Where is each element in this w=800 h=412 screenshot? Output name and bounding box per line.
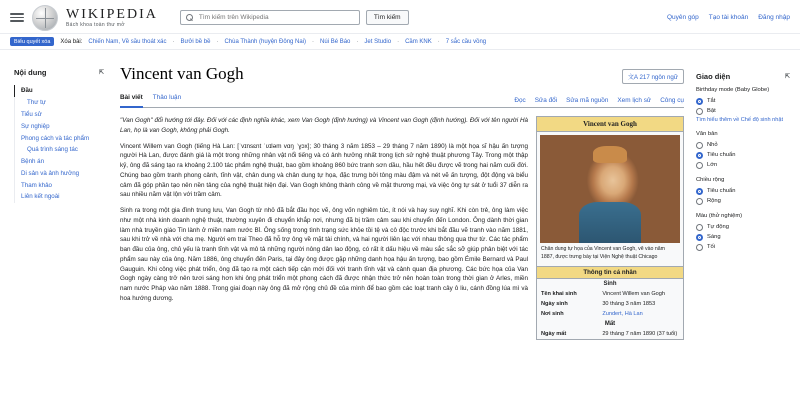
option-birthday-on[interactable] <box>696 106 790 116</box>
infobox-group-mat: Mất <box>604 320 616 327</box>
appearance-title: Giao diện <box>696 72 731 81</box>
toc-item-thutu[interactable]: Thư tự <box>14 97 104 109</box>
infobox-section-header: Thông tin cá nhân <box>537 266 683 279</box>
group-label: Birthday mode (Baby Globe) <box>696 87 770 93</box>
radio-icon[interactable] <box>696 108 703 115</box>
van-gogh-self-portrait <box>540 135 680 243</box>
article-tabs <box>120 94 684 108</box>
donate-link[interactable]: Quyên góp <box>666 14 699 21</box>
main-menu-icon[interactable] <box>10 13 24 22</box>
infobox-row <box>537 329 683 339</box>
option-label: Lớn <box>707 162 718 169</box>
option-label: Tự động <box>707 224 729 231</box>
infobox-label: Tên khai sinh <box>541 290 577 297</box>
article-body <box>120 116 684 340</box>
toc-item-benhan[interactable]: Bệnh án <box>14 156 104 168</box>
article-prose <box>120 116 528 340</box>
appearance-panel <box>692 50 800 259</box>
notice-item[interactable]: Cầm KNK <box>405 38 432 45</box>
toc-item-quatrinh[interactable]: Quá trình sáng tác <box>14 144 104 156</box>
notice-prefix: Xóa bài: <box>60 38 83 45</box>
option-color-dark[interactable] <box>696 242 790 252</box>
search-box[interactable] <box>180 10 360 25</box>
option-label: Nhỏ <box>707 142 718 149</box>
option-text-standard[interactable] <box>696 150 790 160</box>
infobox-table-mat <box>537 329 683 339</box>
radio-icon[interactable] <box>696 142 703 149</box>
infobox-row <box>537 309 683 319</box>
notice-item[interactable]: Núi Bé Báo <box>320 38 351 45</box>
action-edit-source[interactable]: Sửa mã nguồn <box>566 97 609 104</box>
group-label: Văn bản <box>696 131 718 138</box>
birthday-learn-more-link[interactable]: Tìm hiểu thêm về Chế độ sinh nhật <box>696 117 784 123</box>
tab-talk[interactable]: Thảo luận <box>152 94 182 101</box>
infobox <box>536 116 684 340</box>
infobox-label: Ngày mất <box>541 330 567 337</box>
site-header <box>0 0 800 34</box>
option-width-standard[interactable] <box>696 186 790 196</box>
toc-item-sunghiep[interactable]: Sự nghiệp <box>14 120 104 132</box>
toc-list <box>14 85 104 203</box>
appearance-group-birthday <box>696 87 790 124</box>
table-of-contents <box>0 50 112 203</box>
notice-item[interactable]: Jet Studio <box>364 38 392 45</box>
infobox-group-sinh: Sinh <box>603 280 617 287</box>
create-account-link[interactable]: Tạo tài khoản <box>708 14 749 21</box>
page-title: Vincent van Gogh <box>120 64 244 83</box>
group-label: Chiều rộng <box>696 177 725 184</box>
infobox-value <box>598 309 683 319</box>
radio-icon[interactable] <box>696 234 703 241</box>
wikipedia-globe-icon[interactable] <box>32 5 58 31</box>
action-tools[interactable]: Công cụ <box>660 97 684 104</box>
tabs-left <box>120 94 181 104</box>
toc-item-tieusu[interactable]: Tiểu sử <box>14 109 104 121</box>
radio-icon[interactable] <box>696 224 703 231</box>
login-link[interactable]: Đăng nhập <box>758 14 790 21</box>
second-paragraph: Sinh ra trong một gia đình trung lưu, Van Gogh từ nhỏ đã bắt đầu học vẽ, ông vốn nghiêm túc, ít nói và hay suy nghĩ. Khi còn trẻ, ông làm việc như một nhà kinh doanh nghệ thuật, thường xuyên đi chuyển khắp nơi, nhưng đã bị trầm cảm sau khi chuyển đến London. Ông dành thời gian làm nhà truyền giáo Tin lành ở miền nam nước Bỉ. Ông sống trong tình trạng sức khỏe tồi tệ và cô độc trước khi bắt đầu vẽ tranh vào năm 1881, sau khi trở về nhà với cha mẹ. Người em trai Theo đã hỗ trợ ông về mặt tài chính, và hai người liên lạc với nhau thông qua thư từ. Các tác phẩm ban đầu của ông, chủ yếu là tranh tĩnh vật và mô tả những người nông dân lao động, có rất ít dấu hiệu về màu sắc sắc sỡ giúp phân biệt với tác phẩm sau này của ông. Năm 1886, ông chuyển đến Paris, tại đây ông được gặp những danh họa hậu ấn tượng, bao gồm Émile Bernard và Paul Gauguin. Khi công việc phát triển, ông đã tạo ra một cách tiếp cận mới đối với tranh tĩnh vật và cảnh quan địa phương. Các bức họa của Van Gogh ngày càng trở nên tươi sáng hơn khi ông phát triển một phong cách đã được nhận thức trở nên hoàn toàn trong thời gian ở Arles, miền nam nước Pháp vào năm 1888. Trong giai đoạn này ông đã mở rộng chủ đề của mình để bao gồm các loạt tranh cây ô liu, cánh đồng lúa mì và hoa hướng dương. <box>120 207 528 302</box>
infobox-row <box>537 289 683 299</box>
action-edit[interactable]: Sửa đổi <box>534 97 558 104</box>
notice-item[interactable]: 7 sắc cầu vồng <box>445 38 487 45</box>
radio-icon[interactable] <box>696 198 703 205</box>
search-button[interactable]: Tìm kiếm <box>366 10 409 25</box>
infobox-title: Vincent van Gogh <box>537 117 683 132</box>
toc-item-lienket[interactable]: Liên kết ngoài <box>14 191 104 203</box>
notice-badge[interactable]: Biểu quyết xóa <box>10 37 54 46</box>
radio-icon[interactable] <box>696 188 703 195</box>
option-label: Bật <box>707 108 716 114</box>
search-icon <box>186 14 193 21</box>
toc-item-thamkhao[interactable]: Tham khảo <box>14 179 104 191</box>
wordmark-tagline: Bách khoa toàn thư mở <box>66 21 125 28</box>
appearance-group-color <box>696 213 790 252</box>
notice-item[interactable]: Chùa Thành (huyện Đông Nai) <box>224 38 307 45</box>
deletion-notice-bar: Biểu quyết xóa Xóa bài: Chiến Nam, Về sầu thoát xác · Bưởi bề bề · Chùa Thành (huyện Đông Nai) · Núi Bé Báo · Jet Studio · Cầm KNK · 7 sắc cầu vồng <box>0 34 800 50</box>
tab-article[interactable]: Bài viết <box>120 94 143 108</box>
appearance-group-width <box>696 177 790 206</box>
infobox-row <box>537 299 683 309</box>
option-label: Tối <box>707 244 716 251</box>
toc-item-phongcach[interactable]: Phong cách và tác phẩm <box>14 132 104 144</box>
page-layout <box>0 50 800 340</box>
option-text-small[interactable] <box>696 140 790 150</box>
appearance-header <box>696 72 790 81</box>
wikipedia-wordmark[interactable] <box>66 8 158 28</box>
option-color-auto[interactable] <box>696 222 790 232</box>
option-color-light[interactable] <box>696 232 790 242</box>
hatnote: "Van Gogh" đổi hướng tới đây. Đối với các định nghĩa khác, xem Van Gogh (định hướng) và Vincent van Gogh (định hướng). Đối với tên người Hà Lan, họ là van Gogh, không phải Gogh. <box>120 117 528 134</box>
radio-icon[interactable] <box>696 244 703 251</box>
option-label: Sáng <box>707 234 721 241</box>
infobox-value: 29 tháng 7 năm 1890 (37 tuổi) <box>602 330 678 337</box>
option-width-wide[interactable] <box>696 196 790 206</box>
pin-icon[interactable]: ⇱ <box>98 70 104 76</box>
action-history[interactable]: Xem lịch sử <box>617 97 652 104</box>
option-label: Rộng <box>707 198 721 205</box>
notice-item[interactable]: Bưởi bề bề <box>180 38 211 45</box>
article-content <box>112 50 692 340</box>
option-birthday-off[interactable] <box>696 96 790 106</box>
appearance-group-text <box>696 131 790 170</box>
option-label: Tiêu chuẩn <box>707 188 736 195</box>
notice-item[interactable]: Chiến Nam, Về sầu thoát xác <box>88 38 167 45</box>
tabs-right <box>514 97 684 104</box>
toc-title: Nội dung <box>14 68 47 77</box>
radio-icon[interactable] <box>696 152 703 159</box>
search-bar <box>180 10 409 25</box>
option-label: Tiêu chuẩn <box>707 152 736 159</box>
wordmark-title: WIKIPEDIA <box>66 6 158 22</box>
lead-paragraph: Vincent Willem van Gogh (tiếng Hà Lan: [ˈvɪnsɛnt ˈʋɪləm vɑŋ ˈɣɔx]; 30 tháng 3 năm 1853 – 29 tháng 7 năm 1890) là một họa sĩ hậu ấn tượng người Hà Lan, được đánh giá là một trong những nhân vật nổi tiếng và có ảnh hưởng nhất trong lịch sử nghệ thuật phương Tây. Trong một thập kỷ, ông đã sáng tạo ra khoảng 2.100 tác phẩm nghệ thuật, bao gồm khoảng 860 bức tranh sơn dầu, hầu hết đều được vẽ trong hai năm cuối đời. Chúng bao gồm tranh phong cảnh, tĩnh vật, chân dung và chân dung tự họa, đặc trưng bởi tông màu đậm và nét vẽ ấn tượng, đột động và biểu cảm đã góp phần tạo nên nền tảng của nghệ thuật hiện đại. Van Gogh không thành công về mặt thương mại, và việc ông tự sát ở tuổi 37 diễn ra sau nhiều năm vật lộn với trầm cảm. <box>120 142 528 199</box>
option-text-large[interactable] <box>696 160 790 170</box>
header-user-links <box>667 14 790 21</box>
group-label: Màu (thử nghiệm) <box>696 213 743 220</box>
title-row <box>120 64 684 86</box>
toc-item-top[interactable]: Đầu <box>14 85 104 97</box>
search-input[interactable] <box>197 13 354 22</box>
toc-item-disan[interactable]: Di sản và ảnh hưởng <box>14 167 104 179</box>
infobox-label: Nơi sinh <box>541 310 564 317</box>
infobox-caption: Chân dung tự họa của Vincent van Gogh, vẽ vào năm 1887, được trưng bày tại Viện Nghệ thuật Chicago <box>541 246 665 260</box>
infobox-table-sinh <box>537 289 683 319</box>
option-label: Tắt <box>707 98 716 104</box>
pin-icon[interactable]: ⇱ <box>784 74 790 80</box>
radio-icon[interactable] <box>696 162 703 169</box>
action-read[interactable]: Đọc <box>514 97 526 104</box>
birthplace-link[interactable]: Zundert, Hà Lan <box>602 310 643 317</box>
infobox-value: 30 tháng 3 năm 1853 <box>602 300 656 307</box>
infobox-label: Ngày sinh <box>541 300 568 307</box>
radio-icon[interactable] <box>696 98 703 105</box>
infobox-value: Vincent Willem van Gogh <box>602 290 666 297</box>
language-selector-button[interactable]: 文A 217 ngôn ngữ <box>622 69 684 84</box>
toc-header <box>14 68 104 77</box>
